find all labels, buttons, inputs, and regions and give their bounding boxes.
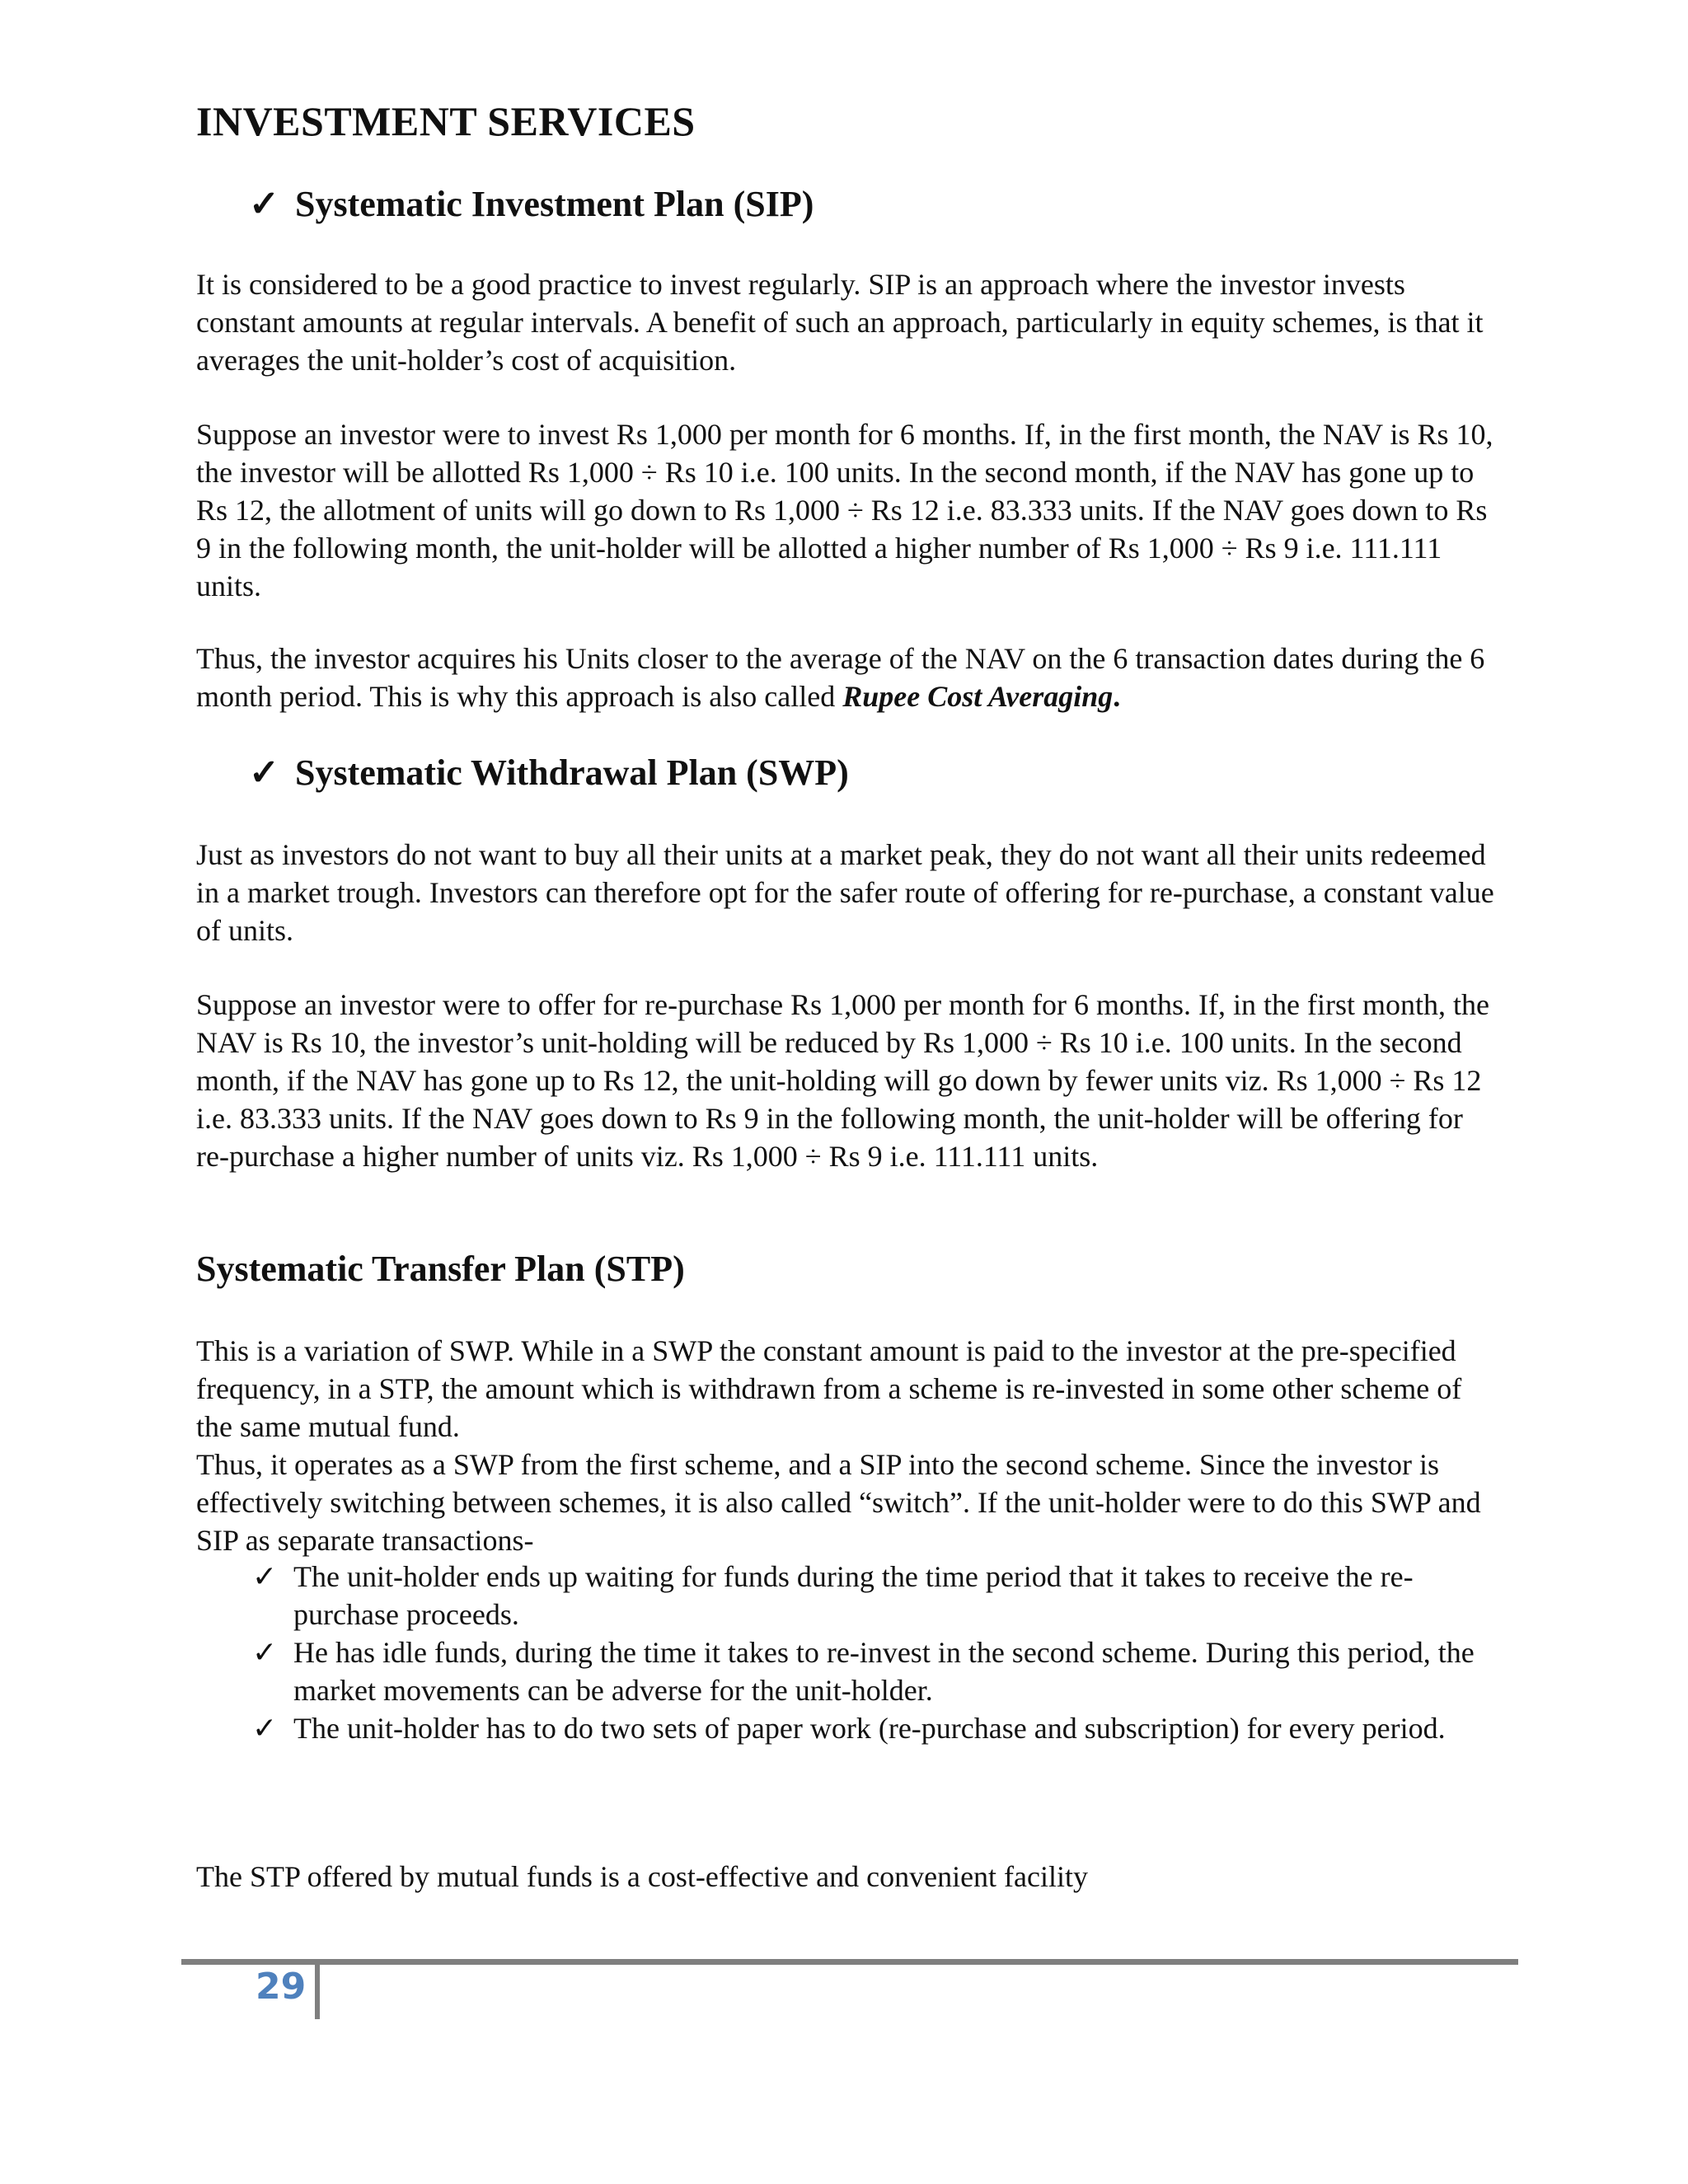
checkmark-icon: ✓ bbox=[249, 184, 279, 224]
stp-paragraph-3: The STP offered by mutual funds is a cost-effective and convenient facility bbox=[196, 1860, 1089, 1893]
sip-paragraph-3-text: Thus, the investor acquires his Units closer to the average of the NAV on the 6 transaction dates during the 6 month period. This is why this approach is also called bbox=[196, 642, 1485, 713]
stp-bullet-list bbox=[252, 1558, 1498, 1747]
sip-paragraph-1: It is considered to be a good practice to invest regularly. SIP is an approach where the investor invests constant amounts at regular intervals. A benefit of such an approach, particularly in equity schemes, is that it averages the unit-holder’s cost of acquisition. bbox=[196, 268, 1484, 377]
sip-paragraph-2: Suppose an investor were to invest Rs 1,000 per month for 6 months. If, in the first month, the NAV is Rs 10, the investor will be allotted Rs 1,000 ÷ Rs 10 i.e. 100 units. In the second month, if the NAV has gone up to Rs 12, the allotment of units will go down to Rs 1,000 ÷ Rs 12 i.e. 83.333 units. If the NAV goes down to Rs 9 in the following month, the unit-holder will be allotted a higher number of Rs 1,000 ÷ Rs 9 i.e. 111.111 units. bbox=[196, 418, 1493, 602]
stp-paragraph-2: Thus, it operates as a SWP from the first scheme, and a SIP into the second scheme. Since the investor is effectively switching between schemes, it is also called “switch”. If the unit-holder were to do this SWP and SIP as separate transactions- bbox=[196, 1448, 1481, 1557]
list-item bbox=[252, 1633, 1498, 1709]
sip-heading bbox=[249, 183, 814, 225]
stp-heading: Systematic Transfer Plan (STP) bbox=[196, 1249, 685, 1289]
swp-paragraph-1: Just as investors do not want to buy all their units at a market peak, they do not want all their units redeemed in a market trough. Investors can therefore opt for the safer route of offering for re-purchase, a constant value of units. bbox=[196, 838, 1494, 947]
swp-paragraph-2: Suppose an investor were to offer for re-purchase Rs 1,000 per month for 6 months. If, in the first month, the NAV is Rs 10, the investor’s unit-holding will be reduced by Rs 1,000 ÷ Rs 10 i.e. 100 units. In the second month, if the NAV has gone up to Rs 12, the unit-holding will go down by fewer units viz. Rs 1,000 ÷ Rs 12 i.e. 83.333 units. If the NAV goes down to Rs 9 in the following month, the unit-holder will be offering for re-purchase a higher number of units viz. Rs 1,000 ÷ Rs 9 i.e. 111.111 units. bbox=[196, 988, 1489, 1173]
list-item-text: The unit-holder has to do two sets of paper work (re-purchase and subscription) for every period. bbox=[293, 1712, 1446, 1745]
list-item bbox=[252, 1558, 1498, 1633]
footer-vertical-divider bbox=[315, 1965, 320, 2019]
checkmark-icon: ✓ bbox=[252, 1636, 278, 1669]
footer-divider bbox=[181, 1959, 1518, 1965]
checkmark-icon: ✓ bbox=[252, 1560, 278, 1593]
stp-paragraph-1: This is a variation of SWP. While in a SWP the constant amount is paid to the investor at the pre-specified frequency, in a STP, the amount which is withdrawn from a scheme is re-invested in some other scheme of the same mutual fund. bbox=[196, 1334, 1462, 1443]
list-item bbox=[252, 1709, 1498, 1747]
list-item-text: He has idle funds, during the time it takes to re-invest in the second scheme. During this period, the market movements can be adverse for the unit-holder. bbox=[293, 1636, 1475, 1707]
swp-heading-text: Systematic Withdrawal Plan (SWP) bbox=[295, 752, 849, 793]
sip-paragraph-3-end: . bbox=[1113, 680, 1121, 713]
sip-heading-text: Systematic Investment Plan (SIP) bbox=[295, 184, 814, 224]
list-item-text: The unit-holder ends up waiting for funds during the time period that it takes to receive the re-purchase proceeds. bbox=[293, 1560, 1414, 1631]
rupee-cost-averaging-term: Rupee Cost Averaging bbox=[842, 680, 1114, 713]
swp-heading bbox=[249, 752, 849, 794]
sip-paragraph-3 bbox=[196, 640, 1498, 715]
page-number: 29 bbox=[256, 1966, 307, 2008]
checkmark-icon: ✓ bbox=[249, 752, 279, 793]
page-title: INVESTMENT SERVICES bbox=[196, 98, 696, 144]
checkmark-icon: ✓ bbox=[252, 1712, 278, 1745]
